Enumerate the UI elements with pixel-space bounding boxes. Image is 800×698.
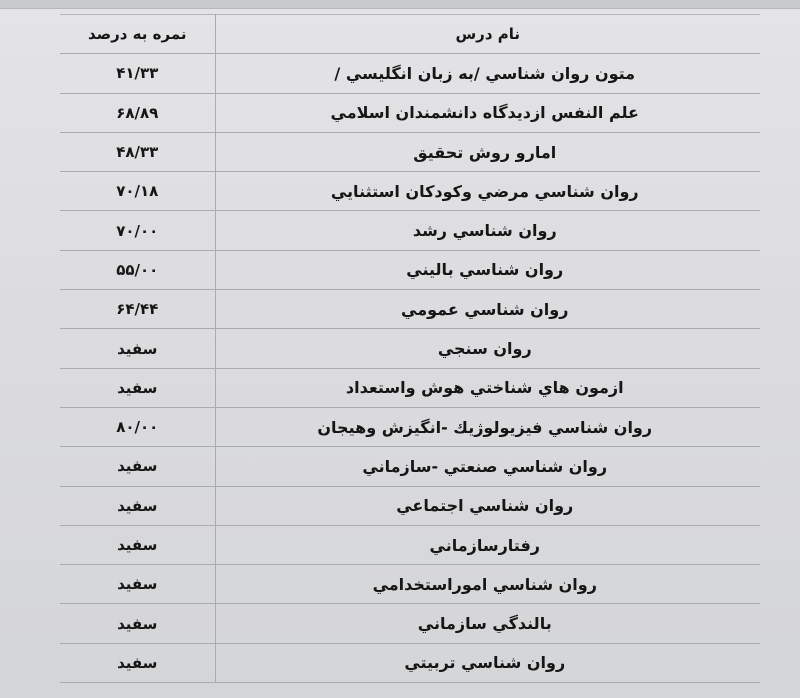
table-row [60,525,760,564]
course-name-cell: روان شناسي مرضي وكودكان استثنايي [215,172,760,211]
header-grade-percent: نمره به درصد [60,15,215,54]
grade-cell: ۵۵/۰۰ [60,250,215,289]
course-name-cell: روان شناسي باليني [215,250,760,289]
grade-cell: سفيد [60,368,215,407]
table-row [60,93,760,132]
table-row [60,290,760,329]
grade-cell: ۴۱/۳۳ [60,54,215,93]
table-row [60,565,760,604]
table-row [60,604,760,643]
page-top-edge [0,0,800,9]
course-name-cell: علم النفس ازديدگاه دانشمندان اسلامي [215,93,760,132]
grade-cell: سفيد [60,447,215,486]
table-row [60,250,760,289]
grade-cell: ۴۸/۳۳ [60,132,215,171]
grade-cell: سفيد [60,329,215,368]
table-row [60,447,760,486]
course-name-cell: بالندگي سازماني [215,604,760,643]
grade-cell: ۶۸/۸۹ [60,93,215,132]
course-name-cell: روان شناسي عمومي [215,290,760,329]
grade-cell: سفيد [60,486,215,525]
table-row [60,54,760,93]
grade-cell: سفيد [60,604,215,643]
course-name-cell: امارو روش تحقيق [215,132,760,171]
table-row [60,211,760,250]
table-row [60,486,760,525]
grade-cell: ۸۰/۰۰ [60,407,215,446]
table-row [60,172,760,211]
table-row [60,407,760,446]
grade-cell: ۷۰/۰۰ [60,211,215,250]
table-row [60,132,760,171]
grade-cell: ۷۰/۱۸ [60,172,215,211]
course-name-cell: رفتارسازماني [215,525,760,564]
course-name-cell: روان شناسي اموراستخدامي [215,565,760,604]
grade-cell: سفيد [60,525,215,564]
table-row [60,329,760,368]
table-header-row [60,15,760,54]
grades-table [60,14,760,683]
header-course-name: نام درس [215,15,760,54]
table-row [60,368,760,407]
course-name-cell: روان شناسي اجتماعي [215,486,760,525]
course-name-cell: متون روان شناسي /به زبان انگليسي / [215,54,760,93]
course-name-cell: روان شناسي رشد [215,211,760,250]
course-name-cell: روان شناسي فيزيولوژيك -انگيزش وهيجان [215,407,760,446]
grade-cell: ۶۴/۴۴ [60,290,215,329]
course-name-cell: روان سنجي [215,329,760,368]
table-row [60,643,760,682]
course-name-cell: روان شناسي تربيتي [215,643,760,682]
grade-cell: سفيد [60,643,215,682]
grade-cell: سفيد [60,565,215,604]
course-name-cell: ازمون هاي شناختي هوش واستعداد [215,368,760,407]
course-name-cell: روان شناسي صنعتي -سازماني [215,447,760,486]
